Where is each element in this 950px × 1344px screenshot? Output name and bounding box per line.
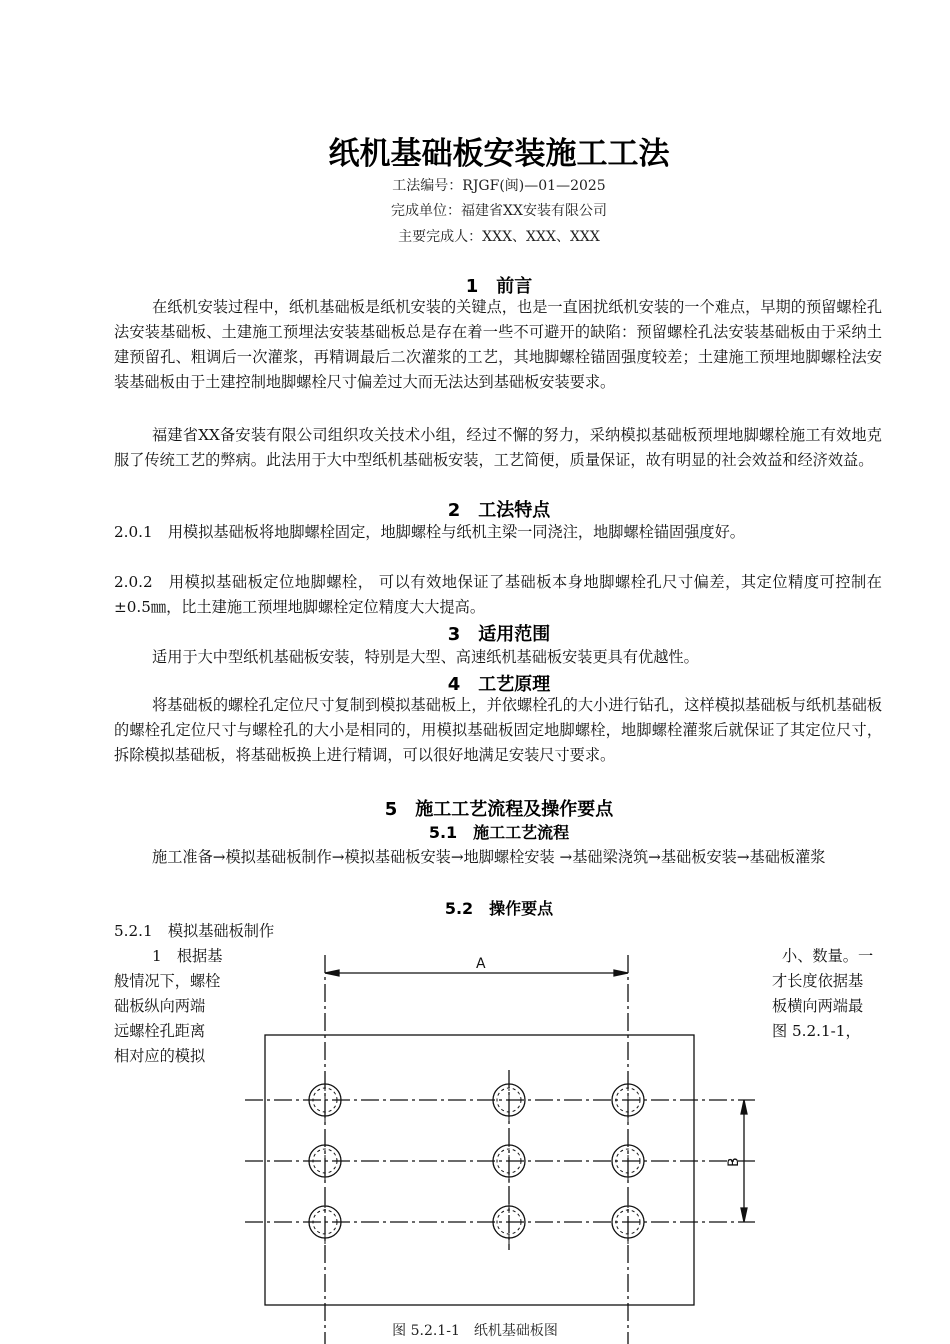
subsection-heading-5-1: 5.1 施工工艺流程 [428, 823, 570, 842]
section-heading-5: 5 施工工艺流程及操作要点 [384, 799, 614, 820]
completion-unit: 完成单位：福建省XX安装有限公司 [391, 203, 607, 219]
partial-line-1-right: 小、数量。一 [782, 947, 874, 965]
section-2-item-1: 2.0.1 用模拟基础板将地脚螺栓固定，地脚螺栓与纸机主梁一同浇注，地脚螺栓锚固强度好。 [114, 523, 745, 541]
section-heading-1: 1 前言 [465, 276, 533, 297]
partial-line-5-left: 相对应的模拟 [114, 1047, 206, 1065]
dimension-a-arrow-right [614, 970, 628, 976]
section-2-item-2: 2.0.2 用模拟基础板定位地脚螺栓， 可以有效地保证了基础板本身地脚螺栓孔尺寸偏差，其定位精度可控制在±0.5㎜，比土建施工预埋地脚螺栓定位精度大大提高。 [114, 573, 882, 616]
partial-line-3-left: 础板纵向两端 [114, 997, 206, 1015]
dimension-b-arrow-top [741, 1100, 747, 1114]
process-flow-text: 施工准备→模拟基础板制作→模拟基础板安装→地脚螺栓安装 →基础梁浇筑→基础板安装→基础板灌浆 [152, 848, 826, 866]
dimension-a-label: A [476, 956, 486, 972]
partial-line-2-right: 才长度依据基 [772, 972, 864, 990]
dimension-b-label: B [726, 1157, 742, 1167]
subsection-heading-5-2: 5.2 操作要点 [444, 899, 554, 918]
section-heading-2: 2 工法特点 [447, 500, 551, 521]
partial-line-1-left: 1 根据基 [152, 947, 223, 965]
dimension-a-arrow-left [325, 970, 339, 976]
section-1-paragraph-1: 在纸机安装过程中，纸机基础板是纸机安装的关键点，也是一直困扰纸机安装的一个难点，早期的预留螺栓孔法安装基础板、土建施工预埋法安装基础板总是存在着一些不可避开的缺陷：预留螺栓孔法安装基础板由于采纳土建预留孔、粗调后一次灌浆，再精调最后二次灌浆的工艺，其地脚螺栓锚固强度较差；土建施工预埋地脚螺栓法安装基础板由于土建控制地脚螺栓尺寸偏差过大而无法达到基础板安装要求。 [114, 298, 882, 391]
figure-caption: 图 5.2.1-1 纸机基础板图 [392, 1323, 558, 1339]
main-authors: 主要完成人：XXX、XXX、XXX [398, 229, 600, 245]
method-code: 工法编号：RJGF(闽)—01—2025 [392, 178, 606, 194]
partial-line-2-left: 般情况下，螺栓 [114, 972, 221, 990]
section-heading-4: 4 工艺原理 [447, 674, 551, 695]
section-1-paragraph-2: 福建省XX备安装有限公司组织攻关技术小组，经过不懈的努力，采纳模拟基础板预埋地脚螺栓施工有效地克服了传统工艺的弊病。此法用于大中型纸机基础板安装，工艺简便，质量保证，故有明显的社会效益和经济效益。 [114, 426, 882, 469]
document-title: 纸机基础板安装施工工法 [328, 136, 670, 172]
partial-line-3-right: 板横向两端最 [772, 997, 864, 1015]
section-heading-3: 3 适用范围 [447, 624, 551, 645]
partial-line-4-right: 图 5.2.1-1， [772, 1022, 861, 1040]
section-4-paragraph: 将基础板的螺栓孔定位尺寸复制到模拟基础板上，并依螺栓孔的大小进行钻孔，这样模拟基础板与纸机基础板的螺栓孔定位尺寸与螺栓孔的大小是相同的，用模拟基础板固定地脚螺栓，地脚螺栓灌浆后就保证了其定位尺寸，拆除模拟基础板，将基础板换上进行精调，可以很好地满足安装尺寸要求。 [114, 696, 882, 764]
item-5-2-1: 5.2.1 模拟基础板制作 [114, 922, 275, 940]
partial-line-4-left: 远螺栓孔距离 [114, 1022, 206, 1040]
plate-outline [265, 1035, 694, 1305]
section-3-paragraph: 适用于大中型纸机基础板安装，特别是大型、高速纸机基础板安装更具有优越性。 [152, 648, 699, 666]
dimension-b-arrow-bottom [741, 1208, 747, 1222]
